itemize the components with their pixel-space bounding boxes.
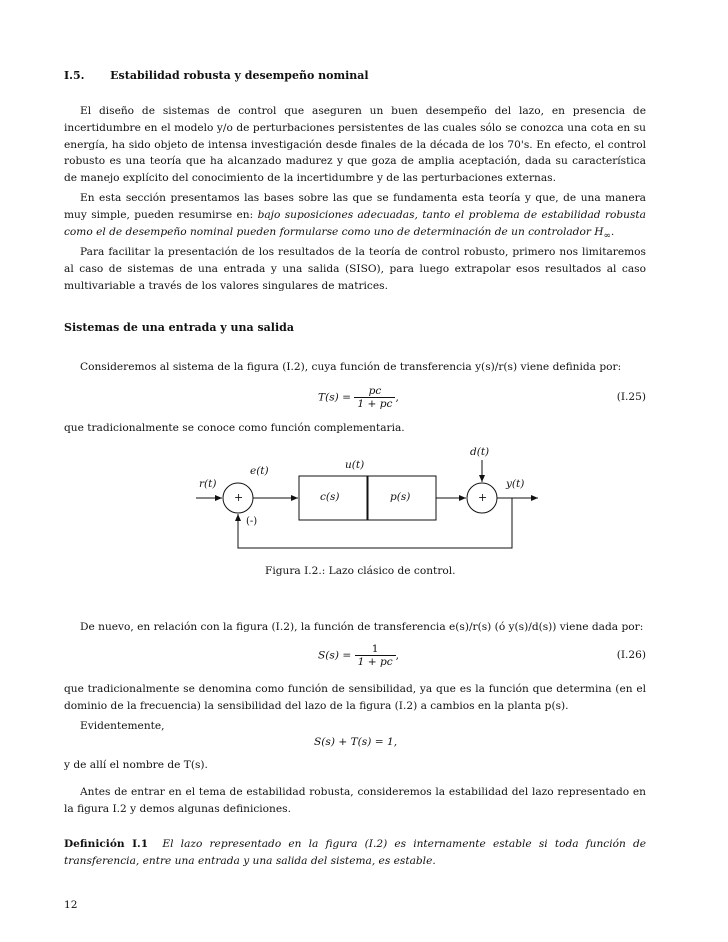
section-number: I.5. bbox=[64, 69, 85, 82]
eq26-comma: , bbox=[395, 649, 400, 662]
h-infinity-symbol: H bbox=[594, 225, 604, 238]
sum1-sign: + bbox=[234, 491, 244, 504]
paragraph-summary-plain: En esta sección presentamos las bases sobre las que se fundamenta esta teoría y que, de una manera muy simple, pueden resumirse en: bbox=[64, 192, 646, 221]
label-controller: c(s) bbox=[320, 491, 340, 503]
section-title: Estabilidad robusta y desempeño nominal bbox=[110, 69, 369, 82]
label-plant: p(s) bbox=[390, 491, 411, 503]
subsection-title: Sistemas de una entrada y una salida bbox=[64, 321, 294, 334]
minus-sign: (-) bbox=[246, 516, 258, 527]
name-of-t-text: y de allí el nombre de T(s). bbox=[64, 759, 208, 771]
eq25-lhs: T(s) = bbox=[318, 391, 352, 404]
definition-text: El lazo representado en la figura (I.2) es internamente estable si toda función de transferencia, entre una entrada y una salida del sistema, es estable. bbox=[64, 838, 646, 867]
evident-text: Evidentemente, bbox=[80, 720, 165, 732]
figure-caption: Figura I.2.: Lazo clásico de control. bbox=[265, 565, 456, 577]
paragraph-siso-scope: Para facilitar la presentación de los resultados de la teoría de control robusto, primero nos limitaremos al caso de sistemas de una entrada y una salida (SISO), para luego extrapolar esos resultados al caso multivariable a través de los valores singulares de matrices. bbox=[64, 246, 646, 292]
label-u: u(t) bbox=[345, 459, 365, 471]
label-d: d(t) bbox=[470, 446, 490, 458]
paragraph-summary-end: . bbox=[610, 225, 615, 238]
sum2-sign: + bbox=[478, 491, 488, 504]
definition-block bbox=[64, 836, 646, 870]
sensitivity-text: que tradicionalmente se denomina como función de sensibilidad, ya que es la función que determina (en el dominio de la frecuencia) la sensibilidad del lazo de la figura (I.2) a cambios en la planta p(s). bbox=[64, 683, 646, 712]
equation-sensitivity bbox=[318, 643, 399, 668]
eq25-numerator: pc bbox=[368, 385, 382, 397]
siso-intro: Consideremos al sistema de la figura (I.2), cuya función de transferencia y(s)/r(s) viene definida por: bbox=[80, 361, 622, 373]
label-y: y(t) bbox=[506, 478, 525, 490]
eq25-comma: , bbox=[395, 391, 399, 404]
equation-number-25: (I.25) bbox=[616, 391, 646, 403]
page-number: 12 bbox=[64, 899, 78, 911]
eq26-lhs: S(s) = bbox=[318, 649, 352, 662]
paragraph-summary-italic: bajo suposiciones adecuadas, tanto el problema de estabilidad robusta como el de desempeño nominal pueden formularse como uno de determinación de un controlador bbox=[64, 208, 647, 238]
eq25-denominator: 1 + pc bbox=[354, 397, 395, 410]
identity-equation: S(s) + T(s) = 1, bbox=[314, 736, 398, 748]
eq26-denominator: 1 + pc bbox=[355, 655, 396, 668]
infinity-subscript: ∞ bbox=[603, 230, 611, 241]
definition-label: Definición I.1 bbox=[64, 838, 149, 850]
complementary-text: que tradicionalmente se conoce como función complementaria. bbox=[64, 422, 405, 434]
eq26-fraction bbox=[355, 643, 396, 668]
equation-number-26: (I.26) bbox=[616, 649, 646, 661]
label-e: e(t) bbox=[250, 465, 269, 477]
label-r: r(t) bbox=[199, 478, 217, 490]
paragraph-intro: El diseño de sistemas de control que aseguren un buen desempeño del lazo, en presencia de incertidumbre en el modelo y/o de perturbaciones persistentes de las cuales sólo se conozca una cota en su energía, ha sido objeto de intensa investigación desde finales de la década de los 70's. En efecto, el control robusto es una teoría que ha alcanzado madurez y que goza de amplia aceptación, dada su característica de manejo explícito del conocimiento de la incertidumbre y de las perturbaciones externas. bbox=[64, 105, 646, 185]
feedback-path bbox=[238, 498, 512, 548]
eq26-numerator: 1 bbox=[371, 643, 379, 655]
before-definition-text: Antes de entrar en el tema de estabilidad robusta, consideremos la estabilidad del lazo representado en la figura I.2 y demos algunas definiciones. bbox=[64, 786, 646, 815]
sensitivity-intro: De nuevo, en relación con la figura (I.2), la función de transferencia e(s)/r(s) (ó y(s)/d(s)) viene dada por: bbox=[80, 621, 644, 633]
